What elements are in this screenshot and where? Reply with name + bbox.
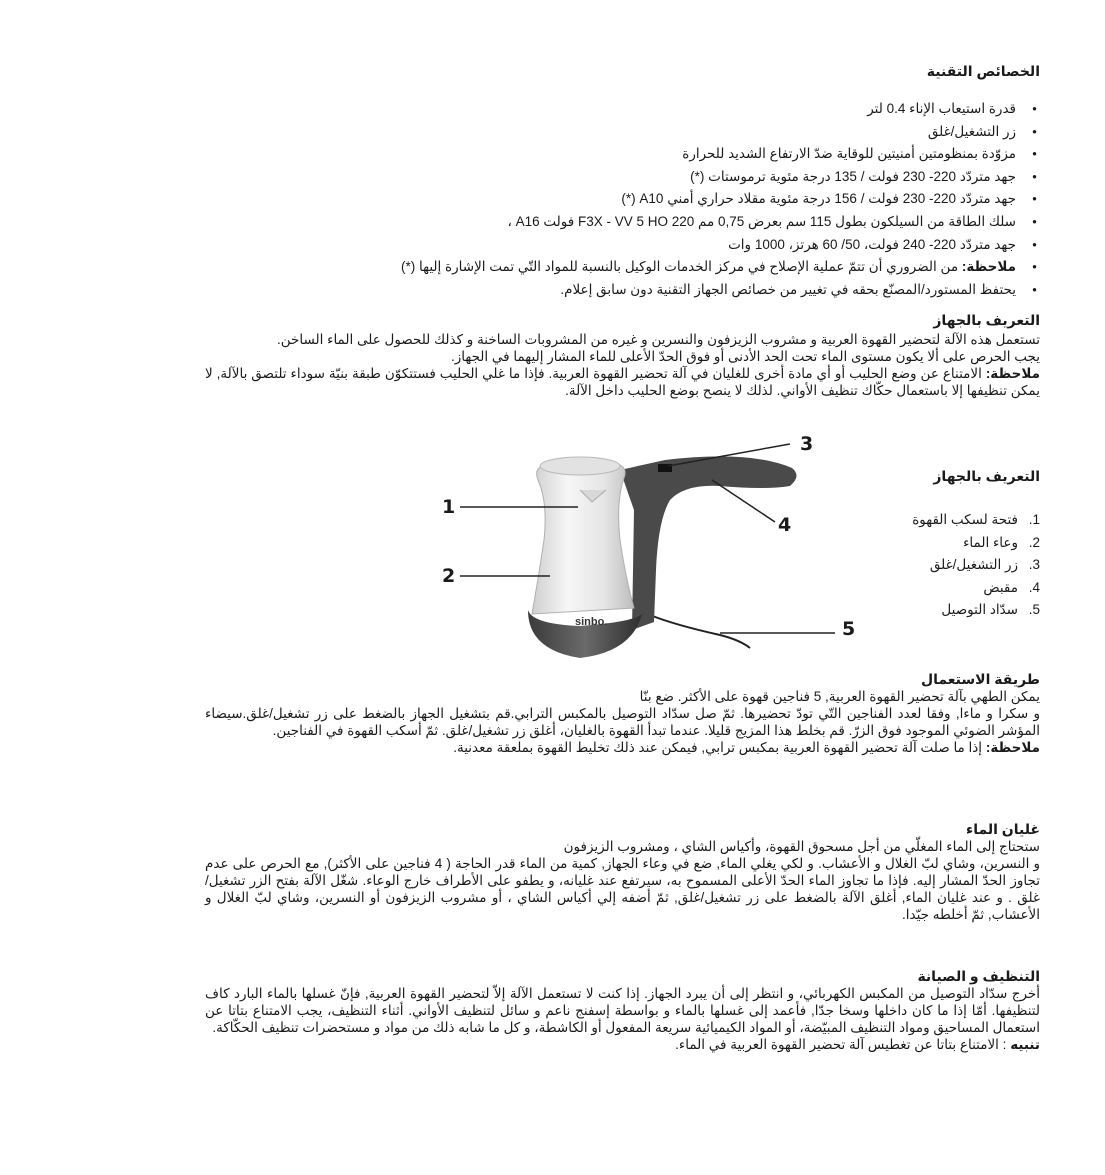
callout-3: 3 [800, 433, 814, 455]
callout-2: 2 [442, 565, 456, 587]
parts-section [880, 467, 1040, 622]
intro-text-2: يجب الحرص على ألا يكون مستوى الماء تحت الحد الأدنى أو فوق الحدّ الأعلى للماء المشار إليهما في الجهاز. [450, 349, 1040, 364]
specs-title: الخصائص التقنية [926, 63, 1040, 79]
list-item [880, 509, 1040, 532]
pot-body [532, 458, 634, 614]
note-label: ملاحظة: [985, 740, 1040, 755]
intro-note [205, 365, 1040, 399]
boiling-title: غليان الماء [966, 821, 1040, 837]
boiling-line-1: ستحتاج إلى الماء المغلّي من أجل مسحوق القهوة، وأكياس الشاي ، ومشروب الزيزفون [563, 839, 1040, 854]
usage-section [205, 670, 1040, 756]
warning-label: تنبيه [1010, 1037, 1040, 1052]
specs-list [205, 98, 1040, 301]
list-item: ● جهد متردّد 220- 230 فولت / 135 درجة مئوية ترموستات (*) [205, 166, 1040, 189]
list-item: ● مزوّدة بمنظومتين أمنيتين للوقاية ضدّ الارتفاع الشديد للحرارة [205, 143, 1040, 166]
list-item [880, 554, 1040, 577]
parts-title: التعريف بالجهاز [933, 468, 1040, 484]
callout-4: 4 [778, 514, 792, 536]
list-item: ● يحتفظ المستورد/المصنّع بحقه في تغيير من خصائص الجهاز التقنية دون سابق إعلام. [205, 279, 1040, 302]
part-label: سدّاد التوصيل [941, 602, 1018, 618]
handle-shape [620, 456, 797, 630]
power-cable [650, 615, 750, 648]
usage-note [205, 739, 1040, 756]
list-item: ● جهد متردّد 220- 230 فولت / 156 درجة مئوية مقلاد حراري أمني A10 (*) [205, 188, 1040, 211]
part-number: 5. [1028, 602, 1040, 618]
usage-text: و سكرا و ماءا, وفقا لعدد الفناجين التّي تودّ تحضيرها. ثمّ صل سدّاد التوصيل بالمكبس الترابي.قم بتشغيل الجهاز بالضغط على زر تشغيل/غلق.سيضاء المؤشر الضوئي الموجود فوق الزرّ. قم بخلط هذا المزيج قليلا. عندما تبدأ القهوة بالغليان، أغلق زر تشغيل/غلق. ثمّ أسكب القهوة في الفناجين. [205, 706, 1040, 738]
specs-section [205, 62, 1040, 301]
usage-line-1: يمكن الطهي بآلة تحضير القهوة العربية, 5 فناجين قهوة على الأكثر. ضع بنّا [639, 689, 1040, 704]
cleaning-title: التنظيف و الصيانة [917, 968, 1040, 984]
cleaning-section [205, 967, 1040, 1053]
callout-5: 5 [842, 618, 856, 640]
list-item: ● زر التشغيل/غلق [205, 121, 1040, 144]
part-label: وعاء الماء [963, 534, 1018, 550]
note-text: إذا ما صلت آلة تحضير القهوة العربية بمكبس ترابي, فيمكن عند ذلك تخليط القهوة بملعقة معدنية. [453, 740, 983, 755]
coffee-maker-illustration [420, 430, 880, 670]
usage-title: طريقة الاستعمال [920, 671, 1040, 687]
part-number: 2. [1028, 534, 1040, 550]
part-number: 4. [1028, 579, 1040, 595]
parts-list [880, 509, 1040, 622]
callout-1: 1 [442, 496, 456, 518]
part-number: 1. [1028, 512, 1040, 527]
note-label: ملاحظة: [985, 366, 1040, 381]
intro-title: التعريف بالجهاز [933, 312, 1040, 328]
boiling-section [205, 820, 1040, 923]
list-item: ● جهد متردّد 220- 240 فولت، 50/ 60 هرتز، 1000 وات [205, 234, 1040, 257]
part-label: مقبض [983, 579, 1018, 595]
intro-text: تستعمل هذه الآلة لتحضير القهوة العربية و مشروب الزيزفون والنسرين و غيره من المشروبات الساخنة و كذلك للحصول على الماء الساخن. [276, 332, 1040, 347]
list-item: ● قدرة استيعاب الإناء 0.4 لتر [205, 98, 1040, 121]
list-item [205, 256, 1040, 279]
list-item: ● سلك الطاقة من السيلكون بطول 115 سم بعرض 0,75 مم F3X - VV 5 HO 220 فولت A16 ، [205, 211, 1040, 234]
list-item [880, 532, 1040, 555]
coffee-pot-drawing [420, 430, 880, 670]
brand-logo: sinbo. [575, 616, 608, 628]
note-label: ملاحظة: [961, 259, 1016, 275]
part-label: زر التشغيل/غلق [929, 557, 1018, 573]
list-item [880, 577, 1040, 600]
cleaning-text: أخرج سدّاد التوصيل من المكبس الكهربائي، و انتظر إلى أن يبرد الجهاز. إذا كنت لا تستعمل الآلة إلاّ لتحضير القهوة العربية, فإنّ غسلها بالماء البارد كاف لتنظيفها. أمّا إذا ما كان داخلها وسخا جدّا, فأعمد إلى غسلها بالماء و بواسطة إسفنج ناعم و سائل لتنظيف الأواني. أثناء التنظيف، يجب الامتناع بتاتا عن استعمال المساحيق ومواد التنظيف المبيّضة، أو المواد الكيميائية سريعة المفعول أو الكاشطة، و كل ما شابه ذلك من مواد و مستحضرات تنظيف الحكّاكة. [205, 986, 1041, 1035]
intro-section [205, 311, 1040, 399]
part-number: 3. [1028, 557, 1040, 573]
warning-text: : الامتناع بتاتا عن تغطيس آلة تحضير القهوة العربية في الماء. [675, 1037, 1007, 1052]
boiling-text: و النسرين، وشاي لبّ الغلال و الأعشاب. و لكي يغلي الماء, ضع في وعاء الجهاز, كمية من الماء قدر الحاجة ( 4 فناجين على الأكثر), مع الحرص على عدم تجاوز الحدّ المشار إليه. فإذا ما تجاوز الماء الحدّ الأعلى المسموح به، سيرتفع عند غليانه، و يطفو على الأطراف خارج الوعاء. شغّل الآلة بفتح الزر تشغيل/غلق . و عند غليان الماء, أغلق الآلة بالضغط على زر تشغيل/غلق, ثمّ أضفه إلي أكياس الشاي ، أو مشروب الزيزفون أو النسرين، وشاي لبّ الغلال و الأعشاب, ثمّ أخلطه جيّدا. [205, 856, 1040, 922]
list-item [880, 599, 1040, 622]
part-label: فتحة لسكب القهوة [912, 512, 1018, 527]
note-text: من الضروري أن تتمّ عملية الإصلاح في مركز الخدمات الوكيل بالنسبة للمواد التّي تمت الإشارة إليها (*) [401, 259, 959, 275]
cleaning-warning [205, 1036, 1040, 1053]
note-text: الامتناع عن وضع الحليب أو أي مادة أخرى للغليان في آلة تحضير القهوة العربية. فإذا ما غلي الحليب فستتكوّن طبقة بنيّة سوداء تلتصق بالآلة, لا يمكن تنظيفها إلا باستعمال حكّاك تنظيف الأواني. لذلك لا ينصح بوضع الحليب داخل الآلة. [205, 366, 1040, 398]
pot-rim [540, 457, 620, 475]
